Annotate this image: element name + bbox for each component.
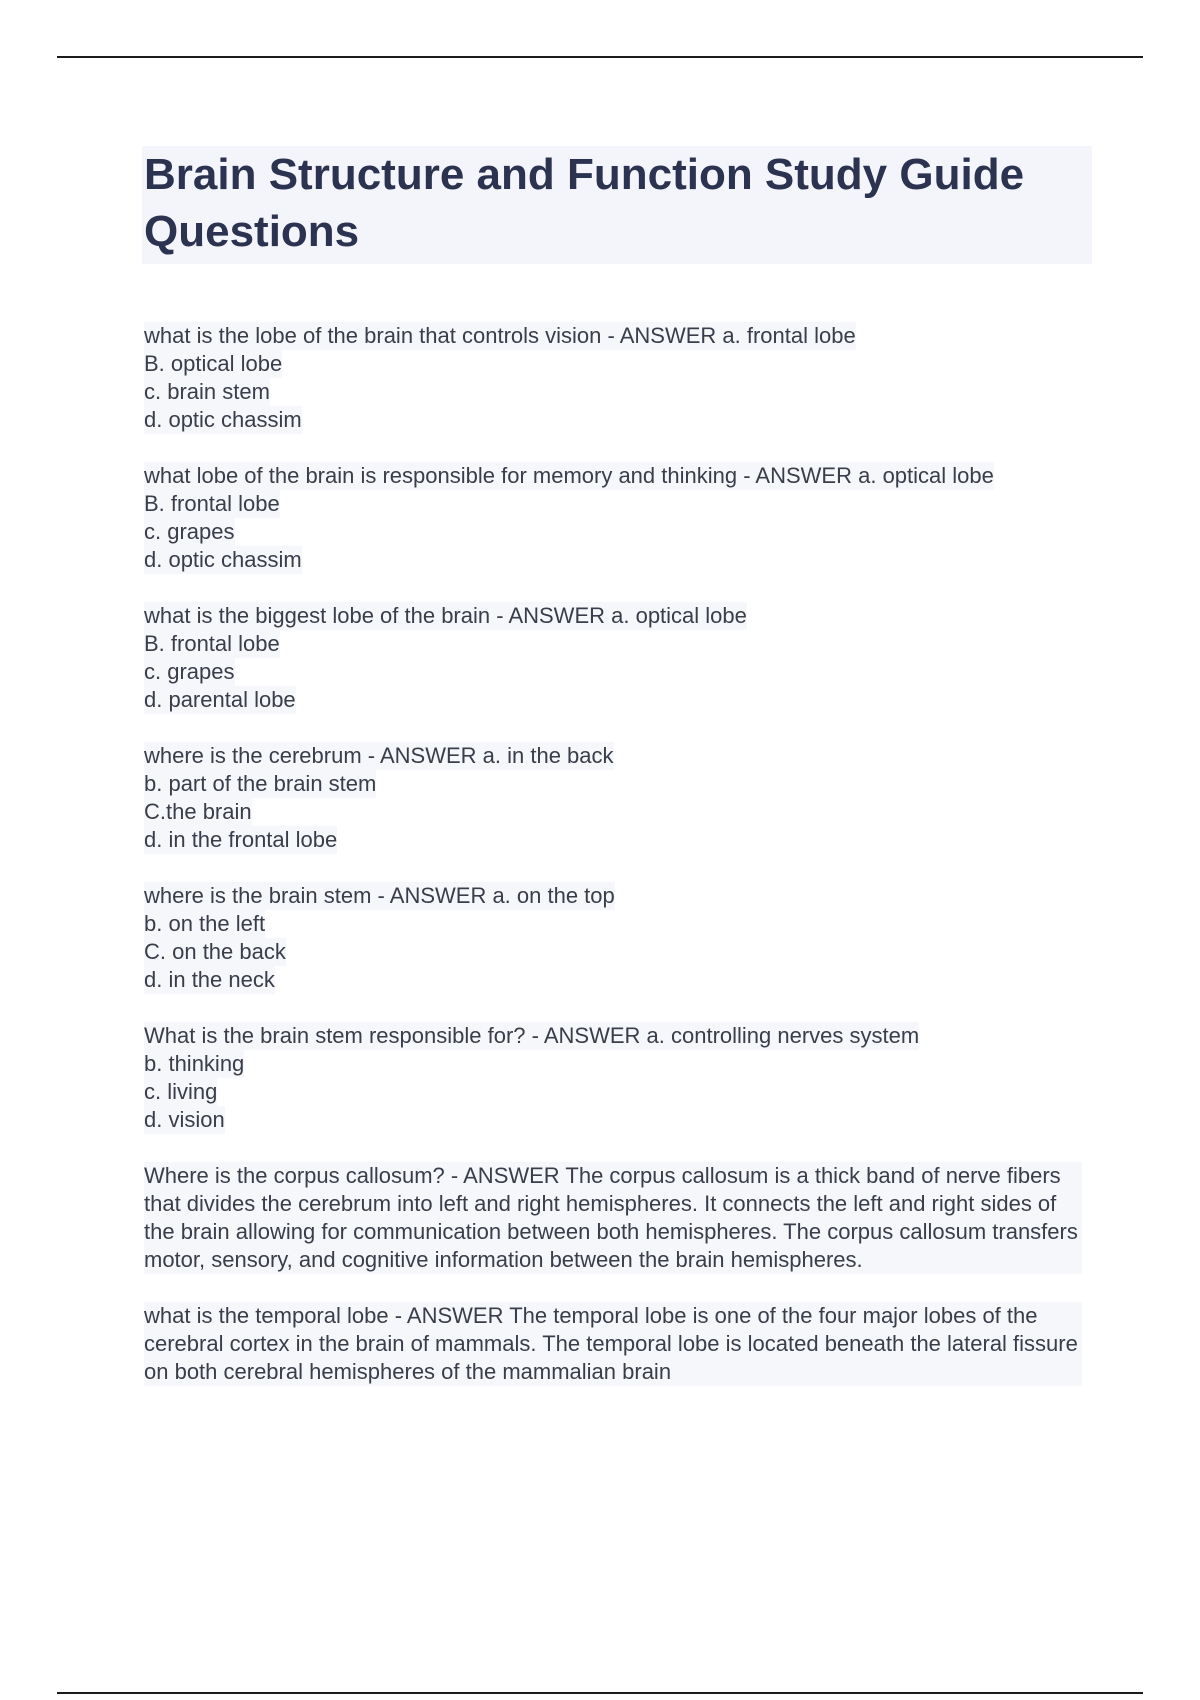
question-text: what lobe of the brain is responsible for memory and thinking - ANSWER a. optical lobe [144, 463, 994, 488]
option-b: b. on the left [144, 911, 266, 936]
question-text: where is the brain stem - ANSWER a. on the top [144, 883, 615, 908]
document-body [144, 146, 1094, 1414]
option-b: b. thinking [144, 1051, 245, 1076]
option-b: B. frontal lobe [144, 631, 280, 656]
question-item [144, 1022, 1094, 1134]
document-title: Brain Structure and Function Study Guide Questions [144, 150, 1025, 256]
answer-paragraph [144, 1302, 1094, 1386]
option-d: d. in the frontal lobe [144, 827, 338, 852]
question-item [144, 602, 1094, 714]
option-b: B. frontal lobe [144, 491, 280, 516]
answer-paragraph [144, 1162, 1094, 1274]
question-text: what is the lobe of the brain that controls vision - ANSWER a. frontal lobe [144, 323, 856, 348]
option-b: b. part of the brain stem [144, 771, 377, 796]
option-d: d. in the neck [144, 967, 275, 992]
option-d: d. optic chassim [144, 547, 302, 572]
question-item [144, 742, 1094, 854]
option-d: d. optic chassim [144, 407, 302, 432]
option-d: d. parental lobe [144, 687, 296, 712]
option-b: B. optical lobe [144, 351, 283, 376]
option-c: c. grapes [144, 659, 235, 684]
paragraph-text: Where is the corpus callosum? - ANSWER The corpus callosum is a thick band of nerve fibers that divides the cerebrum into left and right hemispheres. It connects the left and right sides of the brain allowing for communication between both hemispheres. The corpus callosum transfers motor, sensory, and cognitive information between the brain hemispheres. [144, 1162, 1082, 1274]
option-d: d. vision [144, 1107, 225, 1132]
title-block [142, 146, 1092, 264]
question-list [144, 322, 1094, 1386]
option-c: c. brain stem [144, 379, 270, 404]
option-c: c. grapes [144, 519, 235, 544]
question-item [144, 462, 1094, 574]
option-c: C.the brain [144, 799, 252, 824]
option-c: C. on the back [144, 939, 286, 964]
option-c: c. living [144, 1079, 218, 1104]
question-text: What is the brain stem responsible for? - ANSWER a. controlling nerves system [144, 1023, 920, 1048]
question-item [144, 882, 1094, 994]
paragraph-text: what is the temporal lobe - ANSWER The temporal lobe is one of the four major lobes of the cerebral cortex in the brain of mammals. The temporal lobe is located beneath the lateral fissure on both cerebral hemispheres of the mammalian brain [144, 1302, 1082, 1386]
question-text: what is the biggest lobe of the brain - ANSWER a. optical lobe [144, 603, 747, 628]
bottom-rule [57, 1692, 1143, 1694]
question-item [144, 322, 1094, 434]
question-text: where is the cerebrum - ANSWER a. in the back [144, 743, 614, 768]
top-rule [57, 56, 1143, 58]
